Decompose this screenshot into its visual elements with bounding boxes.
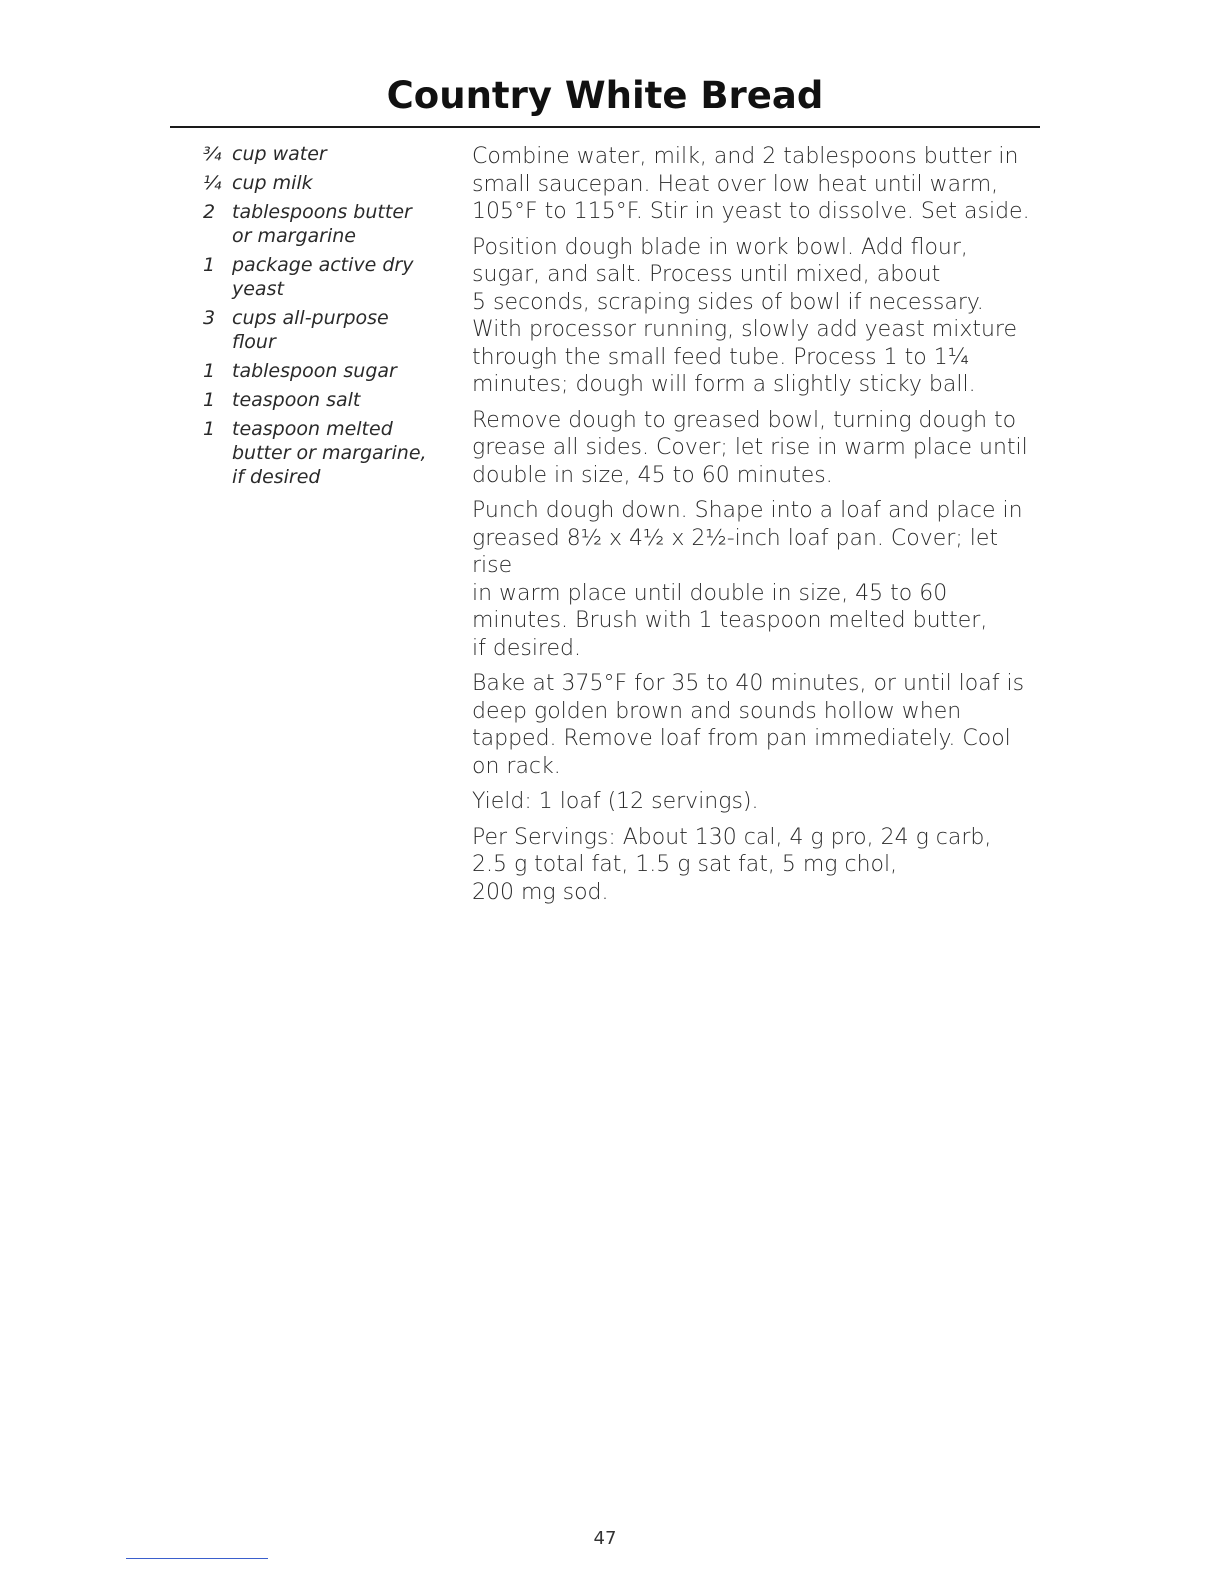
ingredient-item [195,142,445,166]
title-rule [170,126,1040,128]
ingredient-name: package active dry yeast [232,254,414,300]
ingredient-name: tablespoon sugar [232,360,397,382]
direction-step: Punch dough down. Shape into a loaf and place in greased 8½ x 4½ x 2½-inch loaf pan. Cover; let rise in warm place until double in size, 45 to 60 minutes. Brush with 1 teaspoon melted butter, if desired. [472,498,1023,661]
ingredient-item [195,359,445,383]
ingredient-qty: 1 [203,254,216,276]
nutrition-text: Per Servings: About 130 cal, 4 g pro, 24 g carb, 2.5 g total fat, 1.5 g sat fat, 5 mg chol, 200 mg sod. [472,824,992,905]
ingredient-name: teaspoon salt [232,389,361,411]
ingredient-list [195,142,445,494]
ingredient-item [195,253,445,301]
direction-step: Remove dough to greased bowl, turning dough to grease all sides. Cover; let rise in warm place until double in size, 45 to 60 minutes. [472,407,1028,488]
ingredient-item [195,200,445,248]
ingredient-name: cups all-purpose flour [232,307,389,353]
ingredient-name: cup milk [232,172,313,194]
ingredient-item [195,417,445,489]
ingredient-qty: 3 [203,307,216,329]
ingredient-qty: 1 [203,360,216,382]
ingredient-qty: 1 [203,418,216,440]
direction-step: Combine water, milk, and 2 tablespoons butter in small saucepan. Heat over low heat until warm, 105°F to 115°F. Stir in yeast to dissolve. Set aside. [472,144,1030,224]
ingredient-item [195,171,445,195]
ingredient-name: teaspoon melted butter or margarine, if desired [232,418,427,488]
direction-step: Bake at 375°F for 35 to 40 minutes, or until loaf is deep golden brown and sounds hollow when tapped. Remove loaf from pan immediately. Cool on rack. [472,671,1025,779]
ingredient-qty: 1 [203,389,216,411]
ingredient-name: tablespoons butter or margarine [232,201,412,247]
footer-line [126,1558,268,1559]
ingredient-name: cup water [232,143,327,165]
yield-text: Yield: 1 loaf (12 servings). [472,789,759,814]
ingredient-qty: 2 [203,201,216,223]
ingredient-item [195,306,445,354]
ingredient-qty: ¾ [203,143,222,165]
direction-step: Position dough blade in work bowl. Add flour, sugar, and salt. Process until mixed, about 5 seconds, scraping sides of bowl if necessary. With processor running, slowly add yeast mixture through the small feed tube. Process 1 to 1¼ minutes; dough will form a slightly sticky ball. [472,234,1018,397]
ingredient-item [195,388,445,412]
ingredient-qty: ¼ [203,172,222,194]
page-title: Country White Bread [386,74,824,117]
page-number: 47 [593,1528,617,1549]
directions [472,143,1042,914]
